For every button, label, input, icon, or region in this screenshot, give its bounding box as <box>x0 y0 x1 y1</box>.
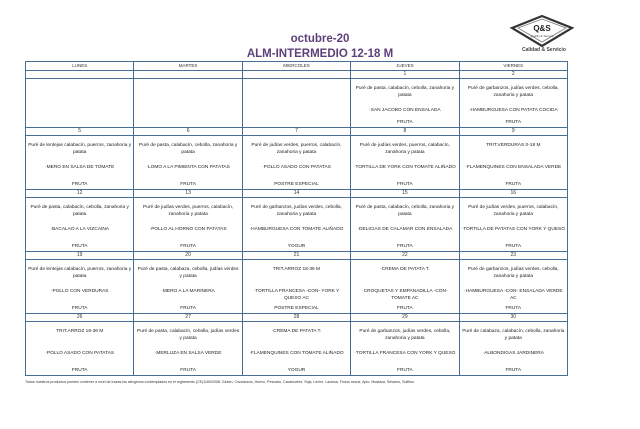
menu-cell <box>459 198 567 252</box>
date-number: 5 <box>26 128 134 136</box>
date-row <box>26 128 568 136</box>
svg-text:Quality & Service: Quality & Service <box>530 34 554 38</box>
main-course: ·BACALAO A LA VIZCAINA <box>50 227 110 232</box>
menu-cell <box>134 79 242 128</box>
first-course: Puré de calabaza, calabacín, cebolla, zanahoria y patata <box>462 329 565 341</box>
menu-cell <box>351 260 459 314</box>
first-course: Puré de pasta, calabacín, cebolla, judías verdes y patata <box>137 329 240 341</box>
menu-cell <box>134 260 242 314</box>
dessert: FRUTA <box>505 306 522 311</box>
svg-text:Q&S: Q&S <box>533 24 551 33</box>
first-course: Puré de judías verdes, puerros, calabacín, zanahoria y patata <box>143 205 234 217</box>
main-course: ·TORTILLA FRANCESA CON YORK Y QUESO <box>354 351 456 356</box>
main-course: ·TORTILLA DE YORK CON TOMATE ALIÑADO <box>353 165 456 170</box>
menu-body <box>26 71 568 376</box>
menu-cell <box>459 260 567 314</box>
logo-tagline: Calidad & Servicio <box>522 47 566 53</box>
main-course: ·POLLO ASADO CON PATATAS <box>45 351 115 356</box>
first-course: Puré de garbanzos, judías verdes, cebolla, zanahoria y patata <box>251 205 342 217</box>
dessert: FRUTA <box>397 182 413 187</box>
main-course: ·CROQUETAS Y EMPANADILLA -CON- TOMATE AC <box>362 289 448 301</box>
dessert: FRUTA <box>71 182 88 187</box>
menu-cell <box>351 198 459 252</box>
main-course: ·LOMO A LA PIMIENTA CON PATATAS <box>146 165 230 170</box>
dessert: POSTRE ESPECIAL <box>274 306 319 311</box>
first-course: ·CREMA DE PATATA T. <box>271 329 322 334</box>
main-course: ·MERO EN SALSA DE TOMATE <box>45 165 115 170</box>
menu-cell <box>459 136 567 190</box>
menu-cell <box>242 260 350 314</box>
menu-cell <box>242 136 350 190</box>
date-number <box>134 71 242 79</box>
date-number: 23 <box>459 252 567 260</box>
main-course: ·MERO A LA MARINERA <box>161 289 215 294</box>
dessert: YOGUR <box>287 244 306 249</box>
main-course: ·POLLO CON VERDURAS <box>50 289 109 294</box>
date-number: 9 <box>459 128 567 136</box>
dessert: FRUTA <box>505 182 522 187</box>
date-number: 13 <box>134 190 242 198</box>
day-header-wednesday: MIERCOLES <box>242 62 350 71</box>
date-number: 15 <box>351 190 459 198</box>
date-row <box>26 71 568 79</box>
date-number: 22 <box>351 252 459 260</box>
first-course: ·CREMA DE PATATA T. <box>380 267 430 272</box>
dessert: FRUTA <box>180 244 196 249</box>
date-number: 8 <box>351 128 459 136</box>
date-number: 14 <box>242 190 350 198</box>
allergen-footer: Todos nuestros productos pueden contener a nivel de trazas los alergenos contemplados en el reglamento (CE)1169/2008: Gluten, Crustáceos, Huevo, Pescado, Cacahuetes, Soja, Leche, Lactosa, Frutos secos, Apio, Mostaza, Sésamo, Sulfitos <box>25 380 414 384</box>
menu-row <box>26 322 568 376</box>
date-number: 26 <box>26 314 134 322</box>
dessert: FRUTA <box>71 244 88 249</box>
date-number: 12 <box>26 190 134 198</box>
date-number: 19 <box>26 252 134 260</box>
dessert: FRUTA <box>505 244 522 249</box>
menu-cell <box>26 260 134 314</box>
date-number: 27 <box>134 314 242 322</box>
first-course: Puré de pasta, calabacín, cebolla, zanahoria y patata <box>355 86 455 98</box>
first-course: Puré de pasta, calabaza, cebolla, judías verdes y patata <box>137 267 239 279</box>
main-course: ·HAMBURGUESA CON PATATA COCIDA <box>468 108 558 113</box>
dessert: FRUTA <box>397 368 413 373</box>
first-course: Puré de judías verdes, puerros, calabacín, zanahoria y patata <box>468 205 559 217</box>
main-course: ·ALBONDIGAS JARDINERA <box>482 351 544 356</box>
dessert: FRUTA <box>180 368 196 373</box>
main-course: ·HAMBURGUESA -CON- ENSALADA VERDE AC <box>463 289 563 301</box>
menu-row <box>26 198 568 252</box>
date-number: 7 <box>242 128 350 136</box>
dessert: FRUTA <box>505 120 522 125</box>
menu-title: ALM-INTERMEDIO 12-18 M <box>246 48 394 60</box>
day-header-friday: VIERNES <box>459 62 567 71</box>
dessert: YOGUR <box>287 368 306 373</box>
menu-cell <box>134 198 242 252</box>
date-number <box>242 71 350 79</box>
menu-cell <box>242 322 350 376</box>
dessert: FRUTA <box>397 306 413 311</box>
first-course: TRIT.VERDURAS 0-18 M <box>486 143 541 148</box>
menu-cell <box>26 322 134 376</box>
dessert: FRUTA <box>397 120 413 125</box>
date-number: 30 <box>459 314 567 322</box>
dessert: FRUTA <box>505 368 522 373</box>
first-course: Puré de garbanzos, judías verdes, cebolla, zanahoria y patata <box>467 86 559 98</box>
menu-cell <box>351 322 459 376</box>
first-course: Puré de pasta, calabacín, cebolla, zanahoria y patata <box>138 143 238 155</box>
weekly-menu-table <box>25 61 568 376</box>
menu-cell <box>26 198 134 252</box>
main-course: ·MERLUZA EN SALSA VERDE <box>154 351 222 356</box>
main-course: ·FLAMENQUINES CON ENSALADA VERDE <box>465 165 562 170</box>
day-header-monday: LUNES <box>26 62 134 71</box>
main-course: ·DELICIAS DE CALAMAR CON ENSALADA <box>357 227 453 232</box>
first-course: Puré de pasta, calabacín, cebolla, zanahoria y patata <box>30 205 129 217</box>
first-course: Puré de judías verdes, puerros, calabacín, zanahoria y patata <box>359 143 450 155</box>
day-header-thursday: JUEVES <box>351 62 459 71</box>
date-number: 16 <box>459 190 567 198</box>
dessert: FRUTA <box>71 306 88 311</box>
menu-cell <box>26 79 134 128</box>
main-course: ·TORTILLA FRANCESA -CON- YORK Y QUESO AC <box>253 289 340 301</box>
menu-row <box>26 260 568 314</box>
menu-cell <box>351 136 459 190</box>
date-number: 29 <box>351 314 459 322</box>
date-row <box>26 190 568 198</box>
main-course: ·POLLO ASADO CON PATATAS <box>262 165 331 170</box>
dessert: POSTRE ESPECIAL <box>274 182 319 187</box>
first-course: Puré de garbanzos, judías verdes, cebolla, zanahoria y patata <box>467 267 559 279</box>
date-row <box>26 252 568 260</box>
menu-cell <box>26 136 134 190</box>
dessert: FRUTA <box>71 368 88 373</box>
date-row <box>26 314 568 322</box>
first-course: TRIT.ARROZ 18-36 M <box>272 267 321 272</box>
first-course: Puré de garbanzos, judías verdes, cebolla, zanahoria y patata <box>359 329 451 341</box>
menu-cell <box>351 79 459 128</box>
date-number: 20 <box>134 252 242 260</box>
menu-row <box>26 136 568 190</box>
main-course: ·FLAMENQUINES CON TOMATE ALIÑADO <box>249 351 344 356</box>
menu-cell <box>242 79 350 128</box>
main-course: ·POLLO AL HORNO CON PATATAS <box>149 227 227 232</box>
day-header-tuesday: MARTES <box>134 62 242 71</box>
menu-row <box>26 79 568 128</box>
main-course: ·HAMBURGUESA CON TOMATE ALIÑADO <box>249 227 344 232</box>
first-course: TRIT.ARROZ 18-36 M <box>56 329 104 334</box>
menu-cell <box>134 136 242 190</box>
menu-month: octubre-20 <box>290 33 350 45</box>
menu-cell <box>134 322 242 376</box>
first-course: Puré de lentejas calabacín, puerros, zanahoria y patata <box>28 143 132 155</box>
date-number: 21 <box>242 252 350 260</box>
date-number: 28 <box>242 314 350 322</box>
dessert: FRUTA <box>397 244 413 249</box>
menu-cell <box>242 198 350 252</box>
main-course: ·SAN JACOBO CON ENSALADA <box>369 108 441 113</box>
menu-cell <box>459 79 567 128</box>
dessert: FRUTA <box>180 306 196 311</box>
first-course: Puré de lentejas calabacín, puerros, zanahoria y patata <box>28 267 132 279</box>
main-course: ·TORTILLA DE PATATAS CON YORK Y QUESO <box>461 227 565 232</box>
date-number: 1 <box>351 71 459 79</box>
date-number <box>26 71 134 79</box>
date-number: 2 <box>459 71 567 79</box>
first-course: Puré de pasta, calabacín, cebolla, zanahoria y patata <box>355 205 455 217</box>
dessert: FRUTA <box>180 182 196 187</box>
menu-cell <box>459 322 567 376</box>
first-course: Puré de judías verdes, puerros, calabacín, zanahoria y patata <box>251 143 342 155</box>
date-number: 6 <box>134 128 242 136</box>
